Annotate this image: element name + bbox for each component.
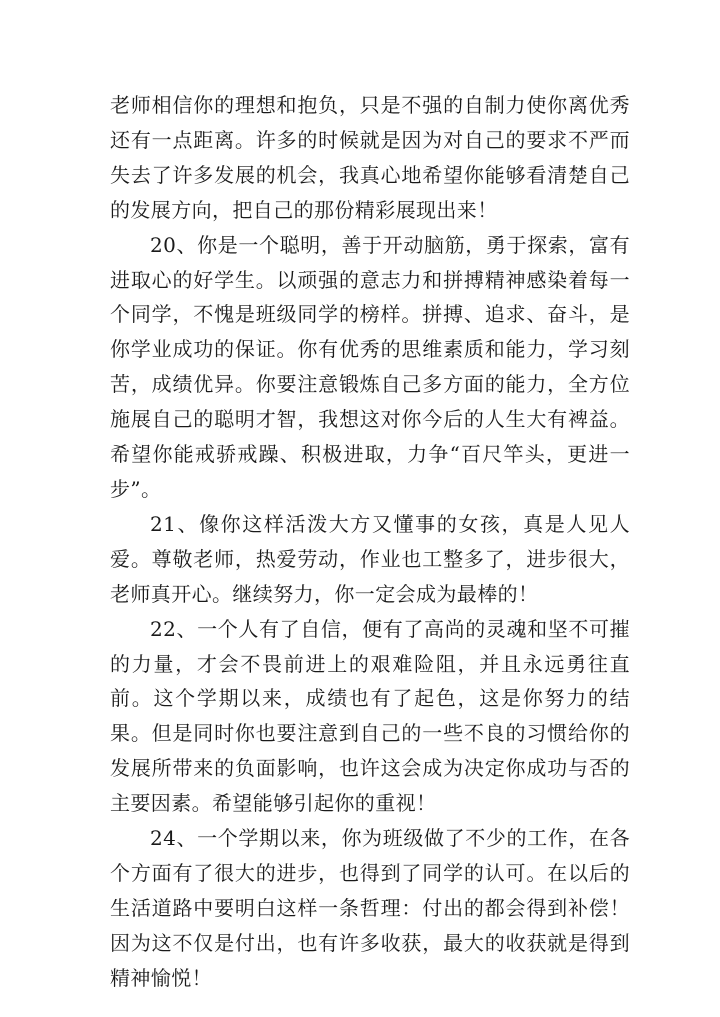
document-body [110, 88, 630, 996]
paragraph-continuation: 老师相信你的理想和抱负，只是不强的自制力使你离优秀还有一点距离。许多的时候就是因为对自己的要求不严而失去了许多发展的机会，我真心地希望你能够看清楚自己的发展方向，把自己的那份精彩展现出来！ [110, 93, 630, 222]
paragraph-comment-20: 20、你是一个聪明，善于开动脑筋，勇于探索，富有进取心的好学生。以顽强的意志力和拼搏精神感染着每一个同学，不愧是班级同学的榜样。拼搏、追求、奋斗，是你学业成功的保证。你有优秀的思维素质和能力，学习刻苦，成绩优异。你要注意锻炼自己多方面的能力，全方位施展自己的聪明才智，我想这对你今后的人生大有裨益。希望你能戒骄戒躁、积极进取，力争“百尺竿头，更进一步”。 [110, 232, 630, 501]
paragraph-comment-21: 21、像你这样活泼大方又懂事的女孩，真是人见人爱。尊敬老师，热爱劳动，作业也工整多了，进步很大，老师真开心。继续努力，你一定会成为最棒的！ [110, 511, 630, 606]
paragraph-comment-24: 24、一个学期以来，你为班级做了不少的工作，在各个方面有了很大的进步，也得到了同学的认可。在以后的生活道路中要明白这样一条哲理：付出的都会得到补偿！因为这不仅是付出，也有许多收获，最大的收获就是得到精神愉悦！ [110, 826, 630, 990]
paragraph-comment-22: 22、一个人有了自信，便有了高尚的灵魂和坚不可摧的力量，才会不畏前进上的艰难险阻，并且永远勇往直前。这个学期以来，成绩也有了起色，这是你努力的结果。但是同时你也要注意到自己的一些不良的习惯给你的发展所带来的负面影响，也许这会成为决定你成功与否的主要因素。希望能够引起你的重视！ [110, 616, 630, 816]
